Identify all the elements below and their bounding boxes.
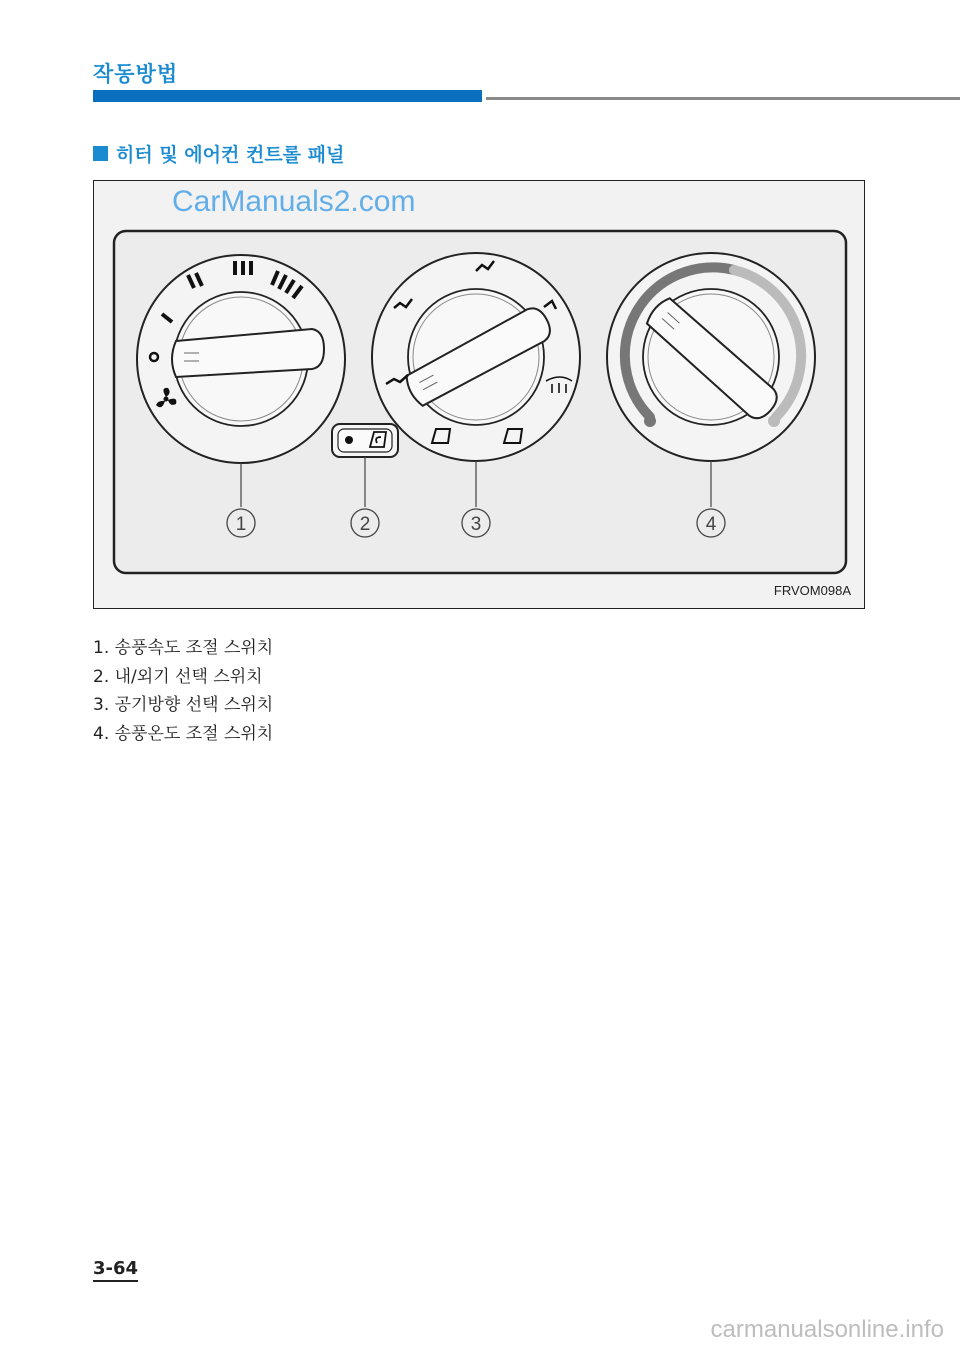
figure-code: FRVOM098A [773,583,851,598]
section-title: 작동방법 [93,62,179,86]
legend-list [93,634,273,748]
header-bar-grey [486,97,960,100]
legend-item: 3. 공기방향 선택 스위치 [93,695,274,715]
control-panel-figure [93,180,865,609]
callout-1: 1 [235,514,247,535]
page-number: 3-64 [93,1258,138,1282]
legend-item: 4. 송풍온도 조절 스위치 [93,723,274,744]
watermark: CarManuals2.com [172,185,416,218]
legend-item: 1. 송풍속도 조절 스위치 [93,638,274,658]
bullet-square-icon [93,146,108,161]
callout-4: 4 [705,514,717,535]
callout-2: 2 [359,514,371,535]
legend-item: 2. 내/외기 선택 스위치 [93,666,263,687]
footer-site[interactable]: carmanualsonline.info [710,1316,944,1343]
control-panel-illustration [94,181,866,610]
subheading [93,140,344,167]
header-bar-blue [93,90,482,102]
subheading-text: 히터 및 에어컨 컨트롤 패널 [116,144,345,166]
callout-3: 3 [470,514,482,535]
